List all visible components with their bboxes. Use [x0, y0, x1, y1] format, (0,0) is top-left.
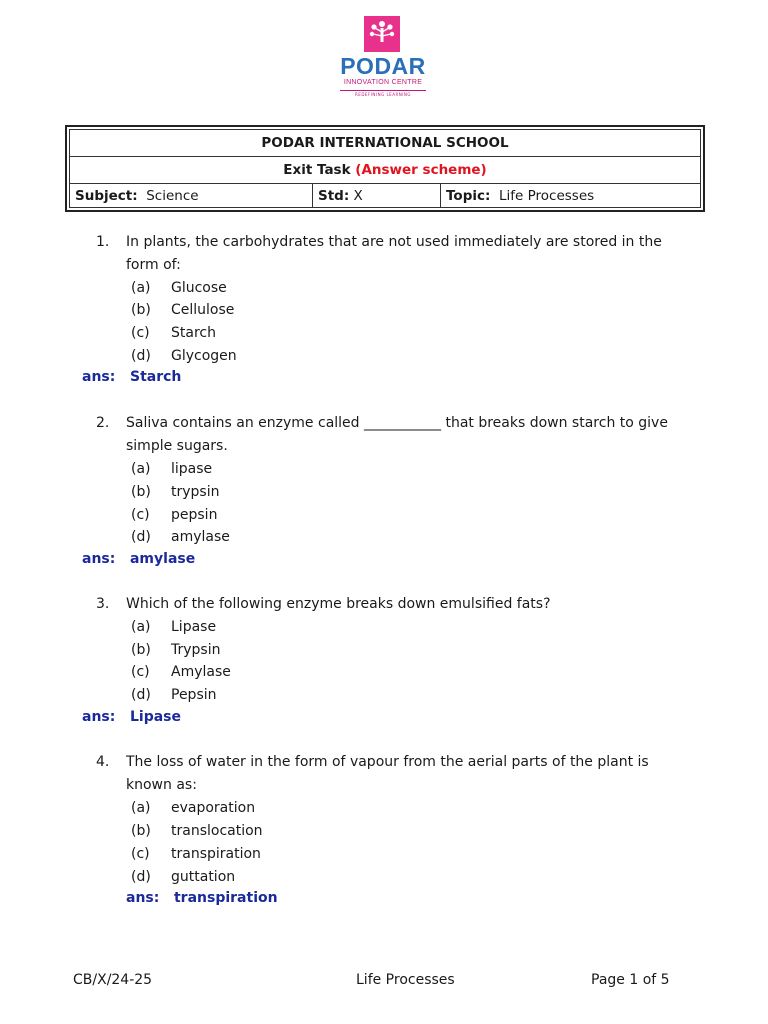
topic-value: Life Processes: [498, 187, 595, 204]
tree-icon: [364, 16, 430, 52]
std-value: X: [353, 187, 363, 204]
option-label: (a): [131, 461, 151, 477]
option-label: (b): [131, 484, 151, 500]
option-text: Cellulose: [171, 302, 235, 318]
answer-4: [126, 890, 278, 906]
logo-since: Since 1927: [402, 45, 430, 51]
option-text: trypsin: [171, 484, 220, 500]
option-label: (d): [131, 348, 151, 364]
option-label: (d): [131, 869, 151, 885]
logo-subtitle: INNOVATION CENTRE: [343, 79, 423, 86]
option-label: (a): [131, 280, 151, 296]
task-title: [70, 157, 701, 184]
option-label: (c): [131, 664, 150, 680]
option-text: Pepsin: [171, 687, 217, 703]
option-label: (a): [131, 619, 151, 635]
question-stem: In plants, the carbohydrates that are not used immediately are stored in the form of:: [126, 234, 662, 273]
logo-brand: PODAR: [340, 53, 426, 79]
answer-2: [82, 551, 195, 567]
question-stem: Which of the following enzyme breaks down emulsified fats?: [126, 596, 551, 612]
question-number: 3.: [96, 596, 110, 612]
subject-cell: [70, 184, 313, 208]
option-label: (c): [131, 846, 150, 862]
option-text: evaporation: [171, 800, 256, 816]
logo-tagline: REDEFINING LEARNING: [340, 90, 426, 97]
answer-1: [82, 369, 181, 385]
footer-code: CB/X/24-25: [73, 972, 153, 988]
answer-label: ans:: [82, 551, 116, 567]
footer-topic: Life Processes: [356, 972, 455, 988]
subject-value: Science: [146, 187, 199, 204]
option-text: translocation: [171, 823, 263, 839]
option-text: transpiration: [171, 846, 261, 862]
topic-cell: [441, 184, 701, 208]
option-text: Trypsin: [171, 642, 221, 658]
question-number: 4.: [96, 754, 110, 770]
option-label: (d): [131, 529, 151, 545]
std-label: Std:: [318, 187, 350, 204]
topic-label: Topic:: [446, 187, 491, 204]
task-note: (Answer scheme): [355, 162, 487, 178]
question-number: 2.: [96, 415, 110, 431]
school-logo: [330, 14, 436, 98]
answer-value: Lipase: [129, 709, 182, 725]
option-label: (a): [131, 800, 151, 816]
answer-value: Starch: [129, 369, 182, 385]
option-text: pepsin: [171, 507, 218, 523]
option-text: Glucose: [171, 280, 227, 296]
answer-label: ans:: [82, 369, 116, 385]
option-label: (b): [131, 823, 151, 839]
option-label: (c): [131, 325, 150, 341]
option-text: Starch: [171, 325, 216, 341]
std-cell: [313, 184, 441, 208]
option-label: (c): [131, 507, 150, 523]
footer-page: Page 1 of 5: [591, 972, 670, 988]
question-stem: Saliva contains an enzyme called ___________ that breaks down starch to give simple sugars.: [126, 415, 668, 454]
subject-label: Subject:: [75, 187, 138, 204]
option-text: Lipase: [171, 619, 217, 635]
answer-label: ans:: [82, 709, 116, 725]
question-number: 1.: [96, 234, 110, 250]
school-name: PODAR INTERNATIONAL SCHOOL: [70, 130, 701, 157]
option-text: amylase: [171, 529, 230, 545]
task-label: Exit Task: [283, 162, 351, 178]
answer-label: ans:: [126, 890, 160, 906]
option-label: (b): [131, 302, 151, 318]
header-table: [65, 125, 705, 212]
option-text: Glycogen: [171, 348, 237, 364]
option-label: (d): [131, 687, 151, 703]
question-stem: The loss of water in the form of vapour from the aerial parts of the plant is known as:: [126, 754, 649, 793]
answer-3: [82, 709, 181, 725]
answer-value: transpiration: [173, 890, 278, 906]
option-text: lipase: [171, 461, 213, 477]
answer-value: amylase: [129, 551, 196, 567]
option-label: (b): [131, 642, 151, 658]
option-text: Amylase: [171, 664, 231, 680]
option-text: guttation: [171, 869, 236, 885]
